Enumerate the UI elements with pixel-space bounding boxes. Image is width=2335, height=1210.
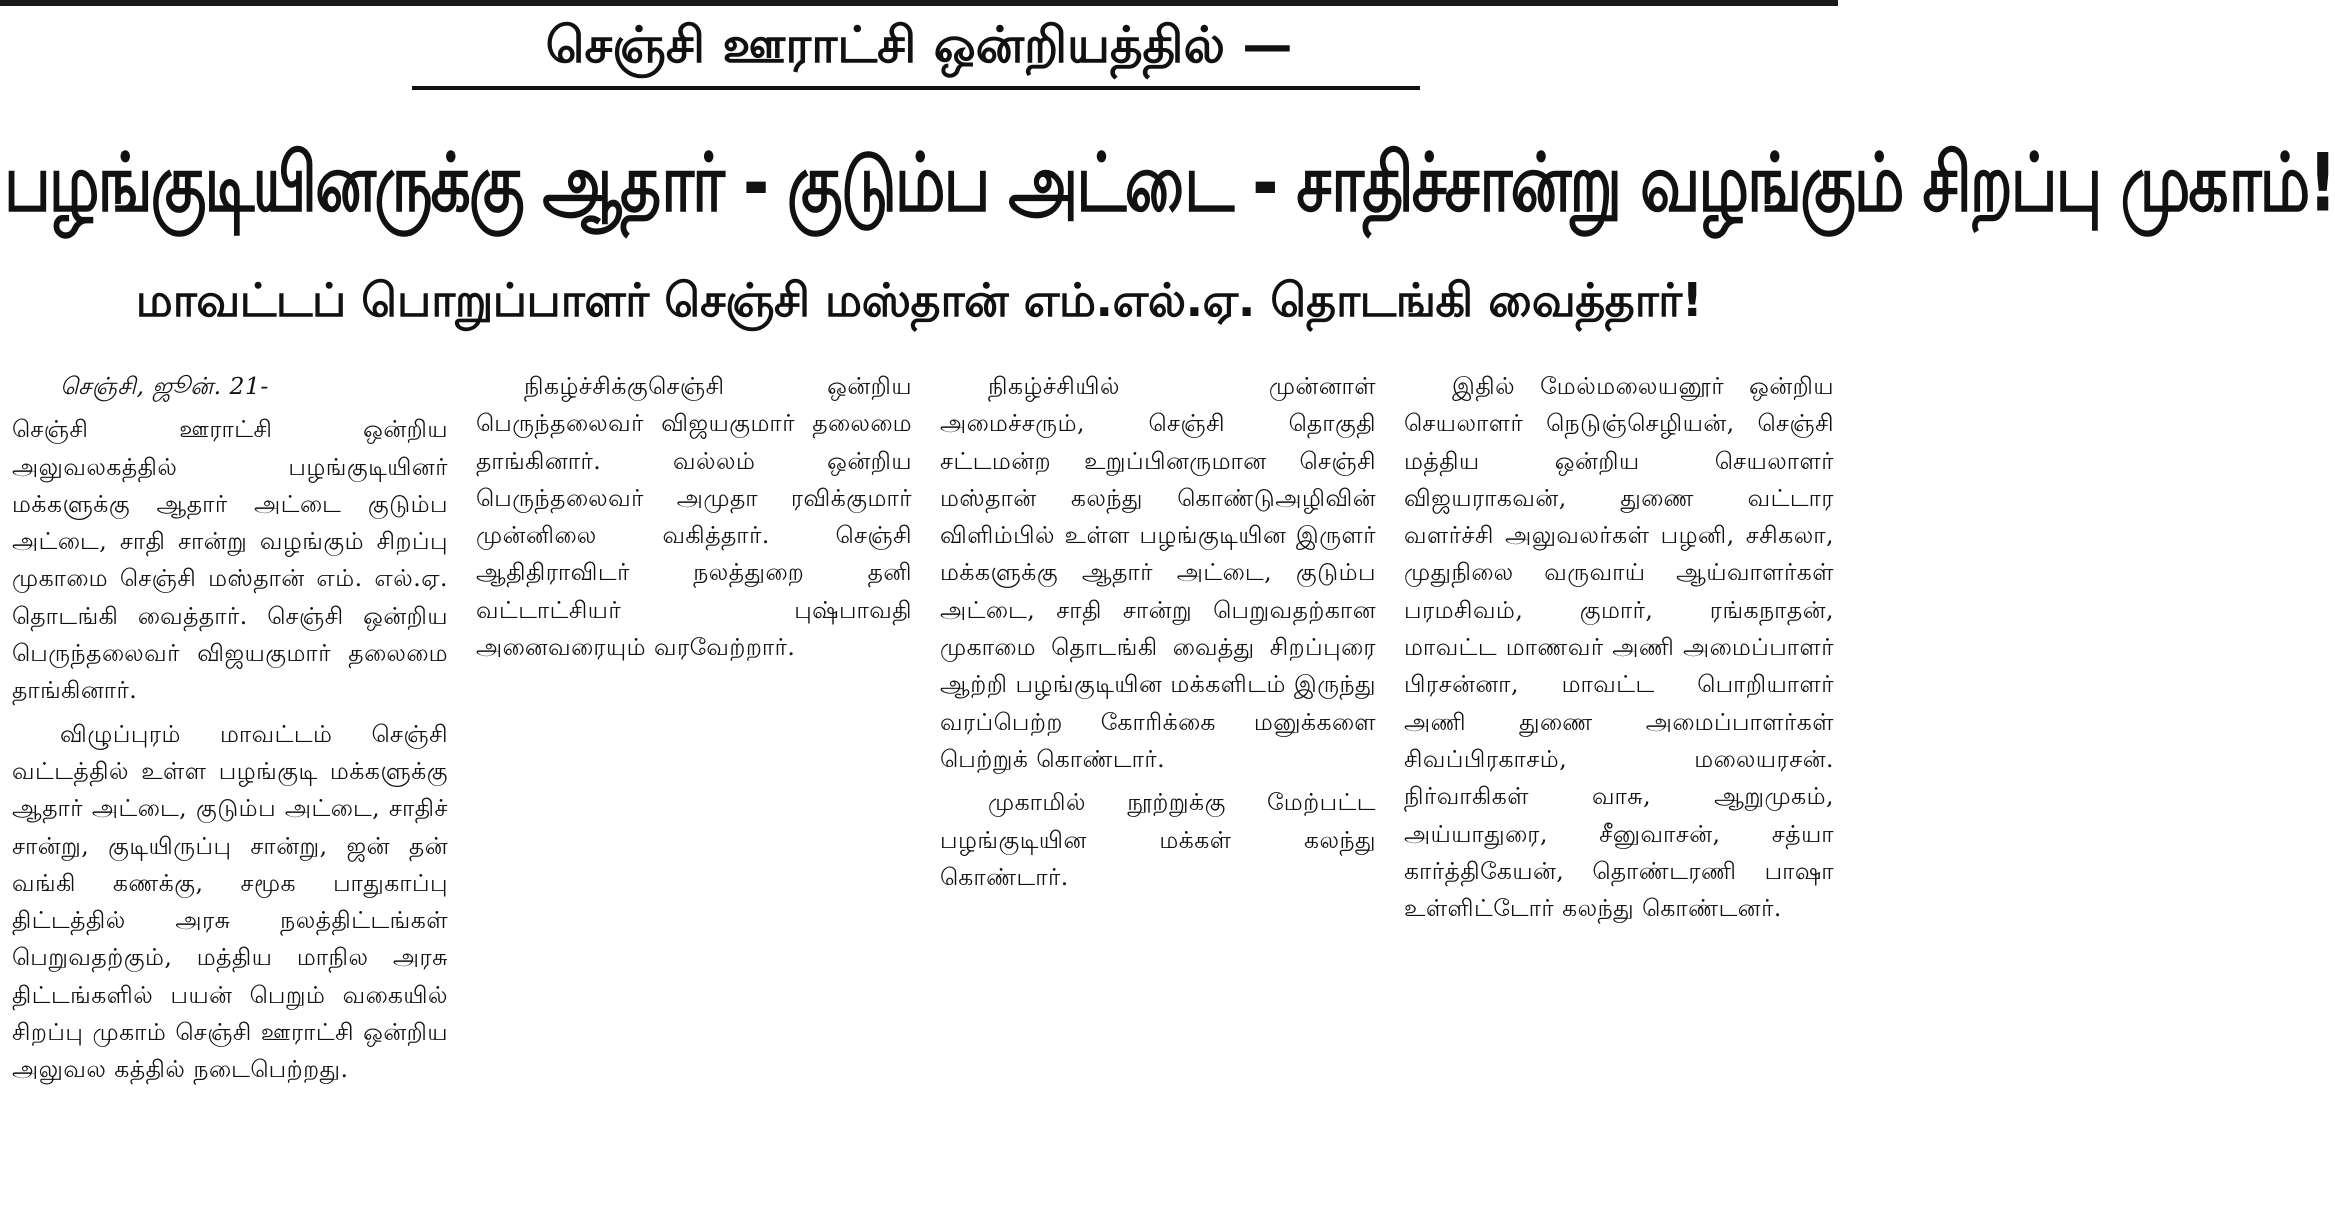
top-border-rule — [0, 0, 1838, 6]
text-column-4 — [1404, 368, 1834, 1206]
article-paragraph-1: செஞ்சி ஊராட்சி ஒன்றிய அலுவலகத்தில் பழங்குடியினர் மக்களுக்கு ஆதார் அட்டை குடும்ப அட்டை, சாதி சான்று வழங்கும் சிறப்பு முகாமை செஞ்சி மஸ்தான் எம். எல்.ஏ. தொடங்கி வைத்தார். செஞ்சி ஒன்றிய பெருந்தலைவர் விஜயகுமார் தலைமை தாங்கினார். — [12, 415, 448, 705]
article-headline: பழங்குடியினருக்கு ஆதார் - குடும்ப அட்டை - சாதிச்சான்று வழங்கும் சிறப்பு முகாம்! — [4, 136, 2335, 230]
article-dateline: செஞ்சி, ஜூன். 21- — [60, 372, 269, 400]
article-paragraph-4: நிகழ்ச்சியில் முன்னாள் அமைச்சரும், செஞ்சி தொகுதி சட்டமன்ற உறுப்பினருமான செஞ்சி மஸ்தான் கலந்து கொண்டுஅழிவின் விளிம்பில் உள்ள பழங்குடியின இருளர் மக்களுக்கு ஆதார் அட்டை, குடும்ப அட்டை, சாதி சான்று பெறுவதற்கான முகாமை தொடங்கி வைத்து சிறப்புரை ஆற்றி பழங்குடியின மக்களிடம் இருந்து வரப்பெற்ற கோரிக்கை மனுக்களை பெற்றுக் கொண்டார். — [940, 372, 1376, 773]
article-paragraph-2: விழுப்புரம் மாவட்டம் செஞ்சி வட்டத்தில் உள்ள பழங்குடி மக்களுக்கு ஆதார் அட்டை, குடும்ப அட்டை, சாதிச் சான்று, குடியிருப்பு சான்று, ஜன் தன் வங்கி கணக்கு, சமூக பாதுகாப்பு திட்டத்தில் அரசு நலத்திட்டங்கள் பெறுவதற்கும், மத்திய மாநில அரசு திட்டங்களில் பயன் பெறும் வகையில் சிறப்பு முகாம் செஞ்சி ஊராட்சி ஒன்றிய அலுவல கத்தில் நடைபெற்றது. — [12, 719, 448, 1084]
article-paragraph-5: முகாமில் நூற்றுக்கு மேற்பட்ட பழங்குடியின மக்கள் கலந்து கொண்டார். — [940, 788, 1376, 891]
text-column-3 — [940, 368, 1376, 1206]
article-paragraph-3: நிகழ்ச்சிக்குசெஞ்சி ஒன்றிய பெருந்தலைவர் விஜயகுமார் தலைமை தாங்கினார். வல்லம் ஒன்றிய பெருந்தலைவர் அமுதா ரவிக்குமார் முன்னிலை வகித்தார். செஞ்சி ஆதிதிராவிடர் நலத்துறை தனி வட்டாட்சியர் புஷ்பாவதி அனைவரையும் வரவேற்றார். — [476, 372, 912, 662]
kicker-underline — [412, 86, 1420, 90]
article-kicker: செஞ்சி ஊராட்சி ஒன்றியத்தில் — — [545, 16, 1293, 74]
article-subheadline: மாவட்டப் பொறுப்பாளர் செஞ்சி மஸ்தான் எம்.எல்.ஏ. தொடங்கி வைத்தார்! — [135, 273, 1703, 327]
text-column-1 — [12, 368, 448, 1206]
text-column-2 — [476, 368, 912, 1206]
article-paragraph-6: இதில் மேல்மலையனூர் ஒன்றிய செயலாளர் நெடுஞ்செழியன், செஞ்சி மத்திய ஒன்றிய செயலாளர் விஜயராகவன், துணை வட்டார வளர்ச்சி அலுவலர்கள் பழனி, சசிகலா, முதுநிலை வருவாய் ஆய்வாளர்கள் பரமசிவம், குமார், ரங்கநாதன், மாவட்ட மாணவர் அணி அமைப்பாளர் பிரசன்னா, மாவட்ட பொறியாளர் அணி துணை அமைப்பாளர்கள் சிவப்பிரகாசம், மலையரசன். நிர்வாகிகள் வாசு, ஆறுமுகம், அய்யாதுரை, சீனுவாசன், சத்யா கார்த்திகேயன், தொண்டரணி பாஷா உள்ளிட்டோர் கலந்து கொண்டனர். — [1404, 372, 1834, 923]
